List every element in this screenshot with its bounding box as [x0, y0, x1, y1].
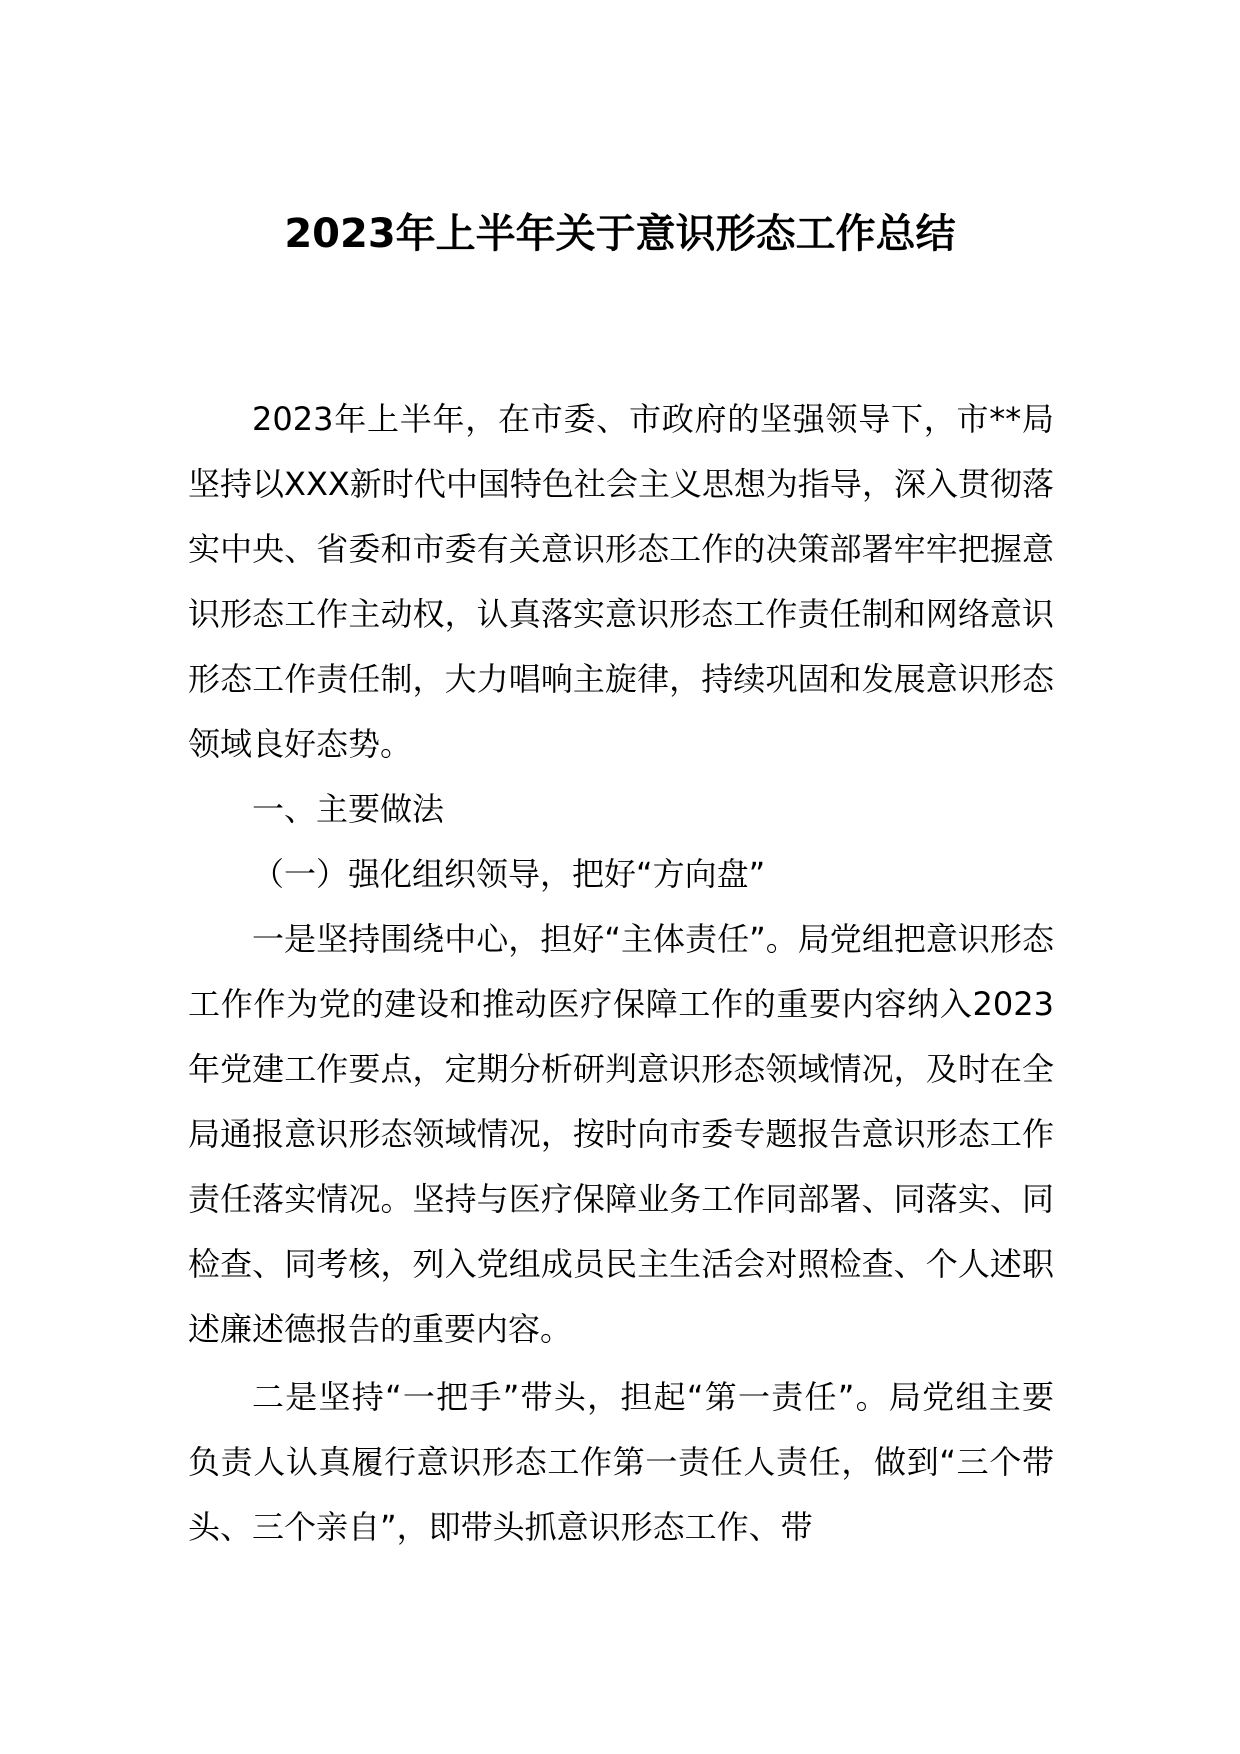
paragraph-first-responsibility: 二是坚持“一把手”带头，担起“第一责任”。局党组主要负责人认真履行意识形态工作第一责任人责任，做到“三个带头、三个亲自”，即带头抓意识形态工作、带	[188, 1378, 1054, 1546]
document-body	[188, 387, 1054, 1560]
document-title: 2023年上半年关于意识形态工作总结	[284, 211, 956, 257]
intro-paragraph: 2023年上半年，在市委、市政府的坚强领导下，市**局坚持以XXX新时代中国特色社会主义思想为指导，深入贯彻落实中央、省委和市委有关意识形态工作的决策部署牢牢把握意识形态工作主动权，认真落实意识形态工作责任制和网络意识形态工作责任制，大力唱响主旋律，持续巩固和发展意识形态领域良好态势。	[188, 400, 1054, 763]
paragraph-main-responsibility: 一是坚持围绕中心，担好“主体责任”。局党组把意识形态工作作为党的建设和推动医疗保障工作的重要内容纳入2023年党建工作要点，定期分析研判意识形态领域情况，及时在全局通报意识形态领域情况，按时向市委专题报告意识形态工作责任落实情况。坚持与医疗保障业务工作同部署、同落实、同检查、同考核，列入党组成员民主生活会对照检查、个人述职述廉述德报告的重要内容。	[188, 920, 1054, 1348]
section-heading-main-practices: 一、主要做法	[252, 790, 445, 828]
subsection-heading-organization: （一）强化组织领导，把好“方向盘”	[252, 855, 766, 893]
